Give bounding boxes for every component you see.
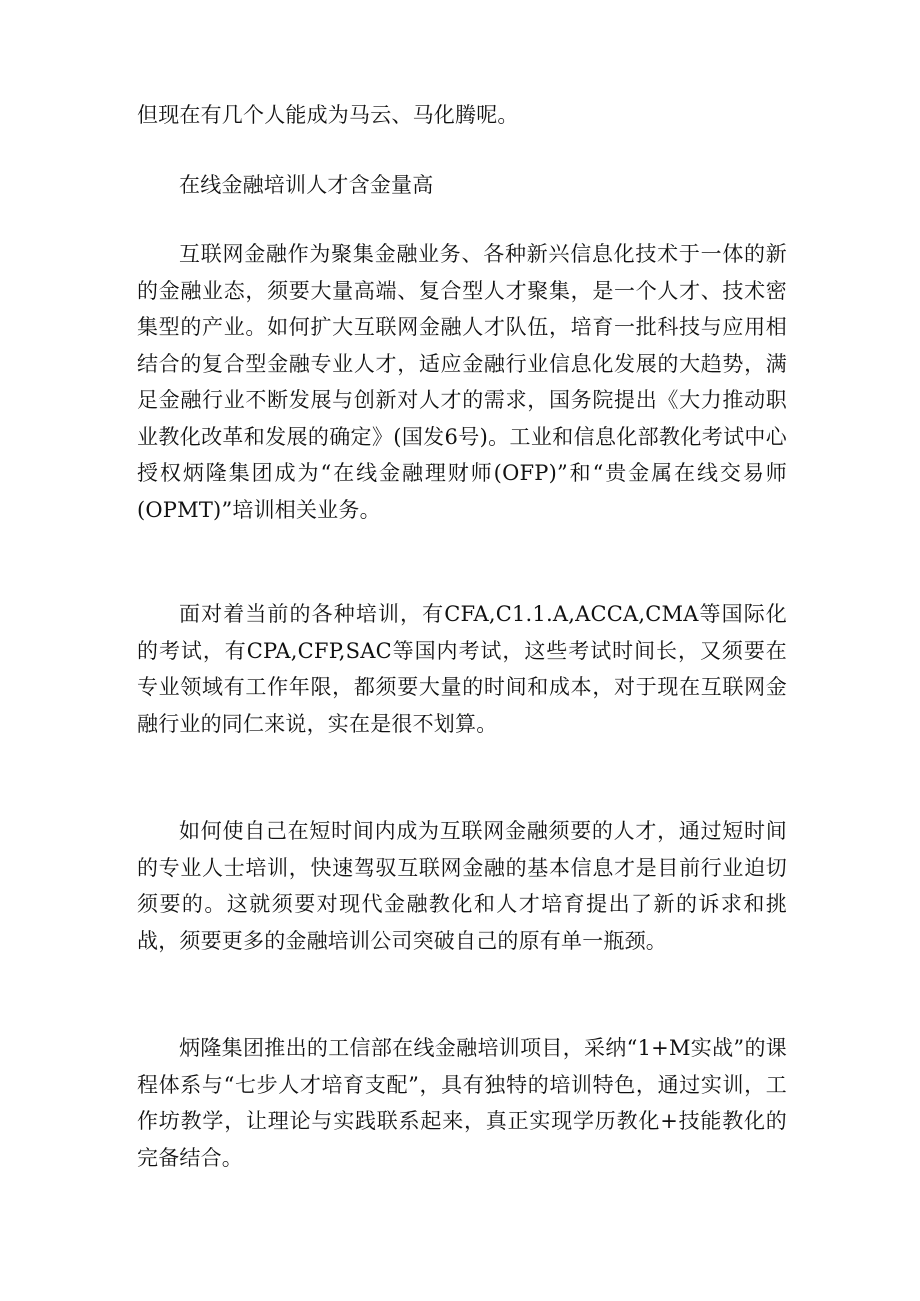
section-heading: 在线金融培训人才含金量高 [179, 173, 434, 197]
paragraph-4: 炳隆集团推出的工信部在线金融培训项目，采纳“1+M实战”的课程体系与“七步人才培育支配”，具有独特的培训特色，通过实训，工作坊教学，让理论与实践联系起来，真正实现学历教化+技能教化的完备结合。 [137, 1036, 787, 1170]
paragraph-2: 面对着当前的各种培训，有CFA,C1.1.A,ACCA,CMA等国际化的考试，有CPA,CFP,SAC等国内考试，这些考试时间长，又须要在专业领域有工作年限，都须要大量的时间和成本，对于现在互联网金融行业的同仁来说，实在是很不划算。 [137, 602, 787, 736]
paragraph-3: 如何使自己在短时间内成为互联网金融须要的人才，通过短时间的专业人士培训，快速驾驭互联网金融的基本信息才是目前行业迫切须要的。这就须要对现代金融教化和人才培育提出了新的诉求和挑战，须要更多的金融培训公司突破自己的原有单一瓶颈。 [137, 819, 787, 953]
paragraph-1: 互联网金融作为聚集金融业务、各种新兴信息化技术于一体的新的金融业态，须要大量高端、复合型人才聚集，是一个人才、技术密集型的产业。如何扩大互联网金融人才队伍，培育一批科技与应用相结合的复合型金融专业人才，适应金融行业信息化发展的大趋势，满足金融行业不断发展与创新对人才的需求，国务院提出《大力推动职业教化改革和发展的确定》(国发6号)。工业和信息化部教化考试中心授权炳隆集团成为“在线金融理财师(OFP)”和“贵金属在线交易师(OPMT)”培训相关业务。 [137, 242, 787, 522]
paragraph-intro: 但现在有几个人能成为马云、马化腾呢。 [137, 103, 519, 127]
